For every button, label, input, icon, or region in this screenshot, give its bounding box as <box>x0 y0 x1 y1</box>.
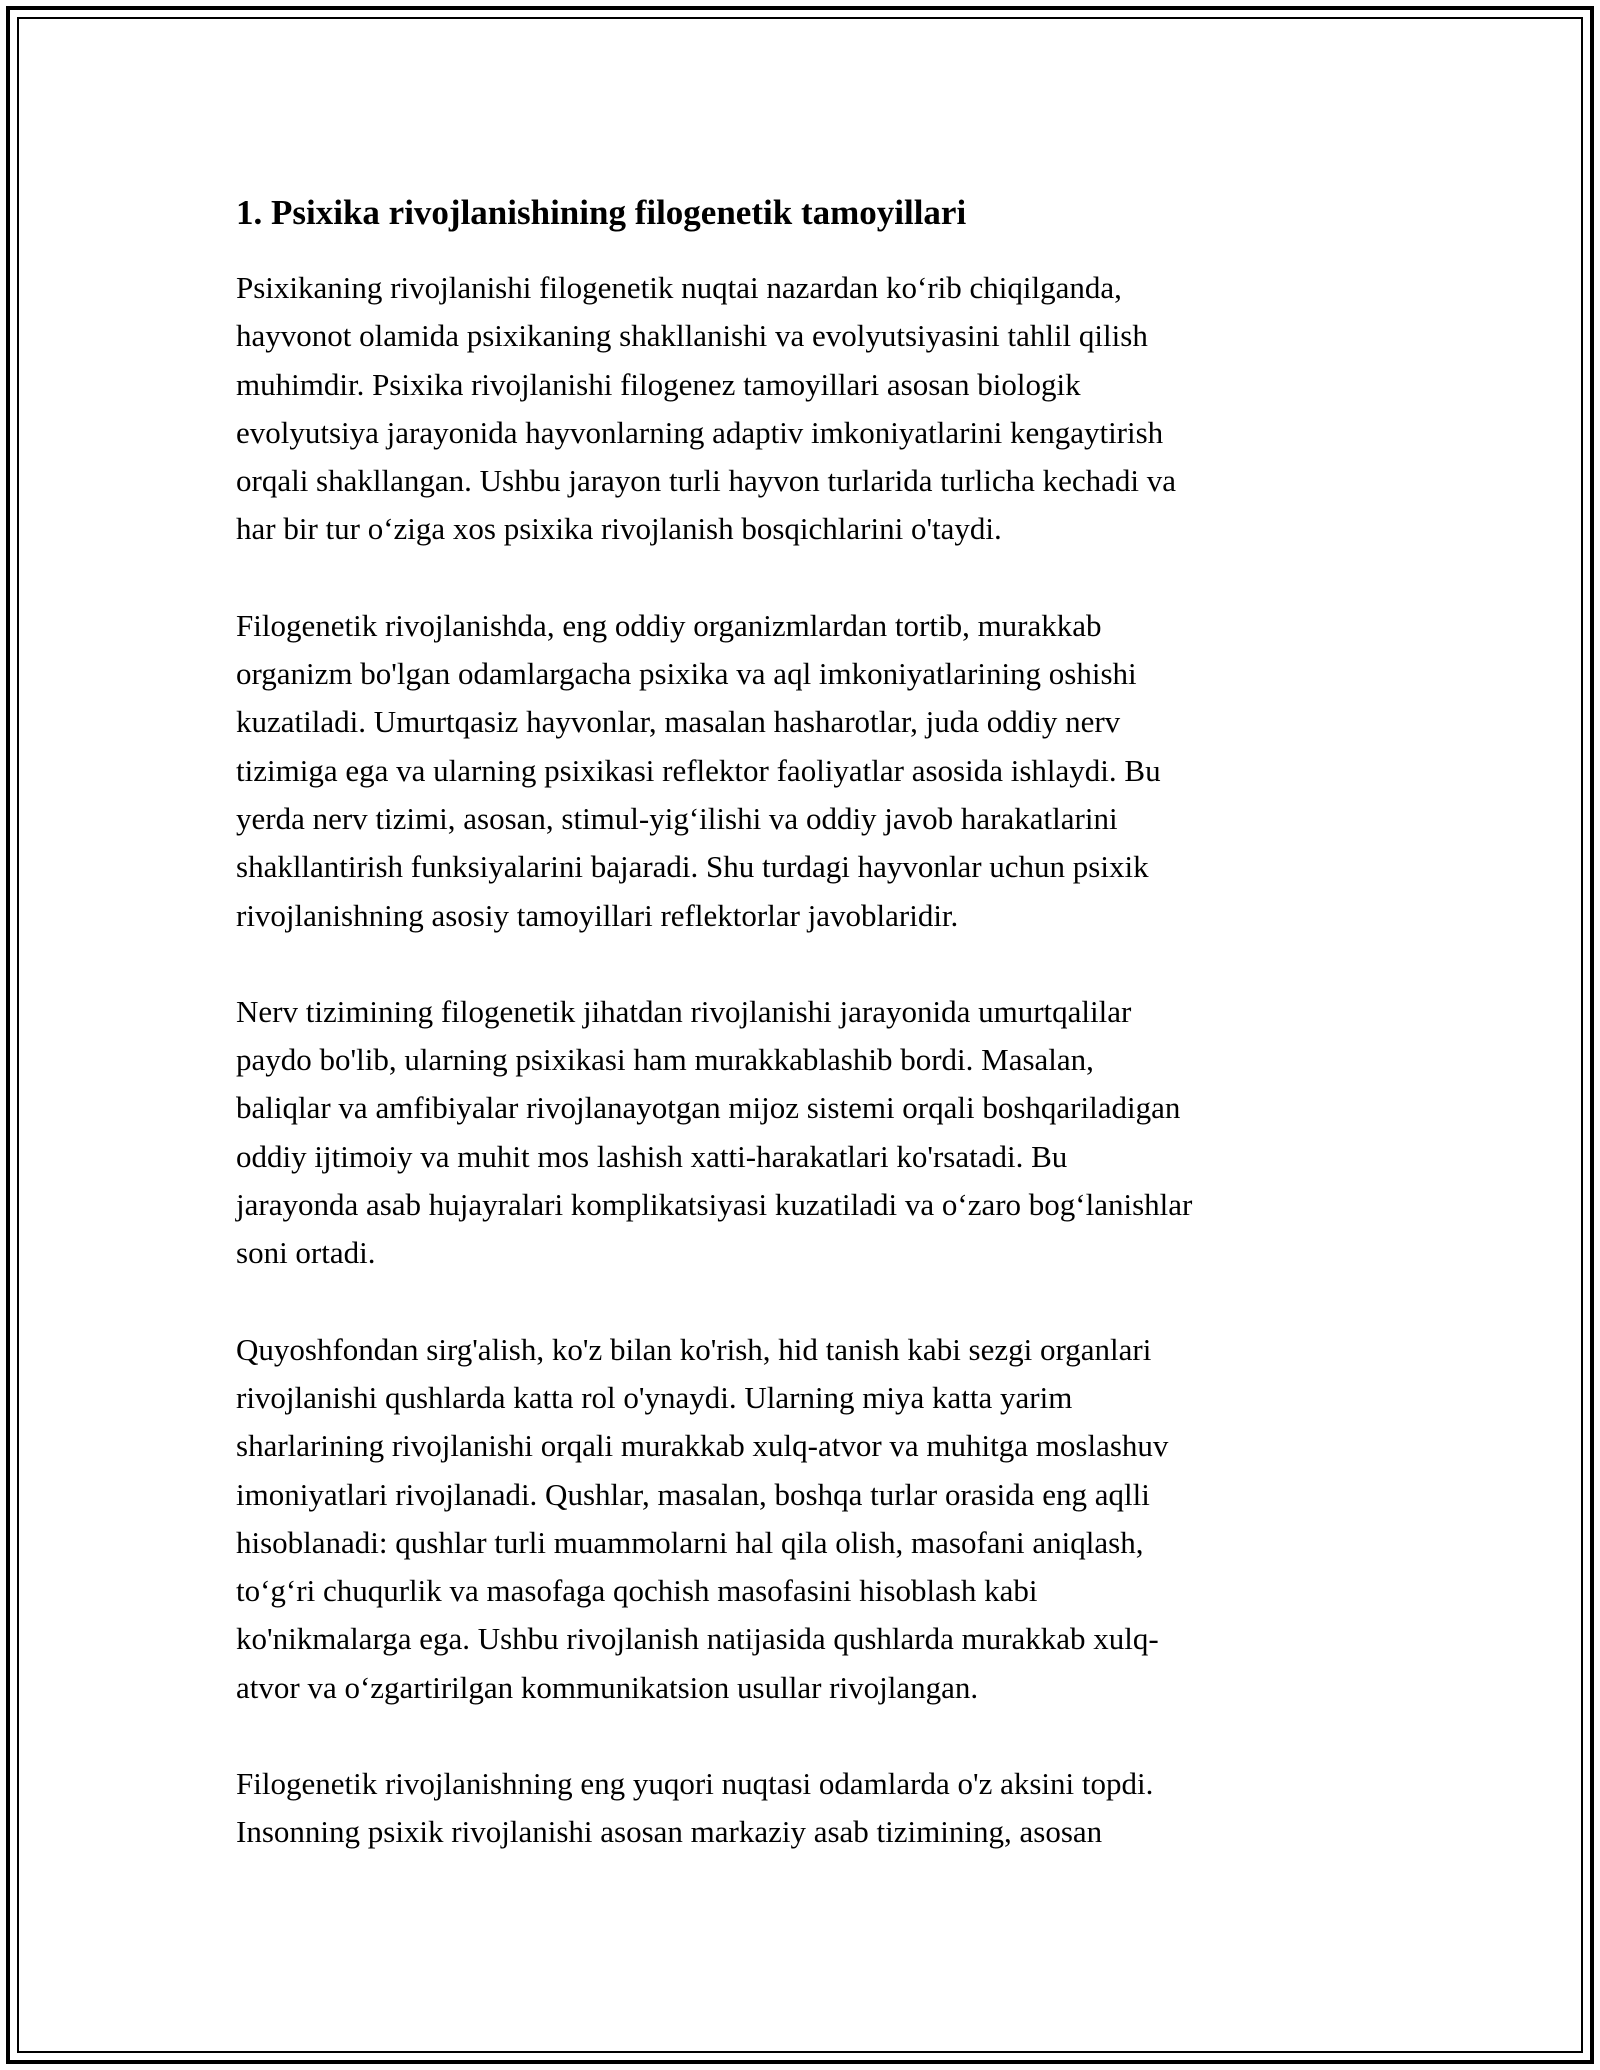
text-line: orqali shakllangan. Ushbu jarayon turli hayvon turlarida turlicha kechadi va <box>236 463 1177 499</box>
text-line: soni ortadi. <box>236 1235 376 1271</box>
paragraph-2 <box>236 602 1376 940</box>
text-line: kuzatiladi. Umurtqasiz hayvonlar, masalan hasharotlar, juda oddiy nerv <box>236 704 1121 740</box>
paragraph-5 <box>236 1760 1376 1857</box>
paragraph-3 <box>236 988 1376 1278</box>
paragraph-1 <box>236 264 1376 554</box>
text-line: yerda nerv tizimi, asosan, stimul-yig‘ilishi va oddiy javob harakatlarini <box>236 800 1118 836</box>
text-line: shakllantirish funksiyalarini bajaradi. Shu turdagi hayvonlar uchun psixik <box>236 849 1149 885</box>
text-line: ko'nikmalarga ega. Ushbu rivojlanish natijasida qushlarda murakkab xulq- <box>236 1621 1159 1657</box>
text-line: har bir tur o‘ziga xos psixika rivojlanish bosqichlarini o'taydi. <box>236 511 1002 547</box>
text-line: evolyutsiya jarayonida hayvonlarning adaptiv imkoniyatlarini kengaytirish <box>236 414 1164 450</box>
text-line: Quyoshfondan sirg'alish, ko'z bilan ko'rish, hid tanish kabi sezgi organlari <box>236 1331 1152 1367</box>
text-line: sharlarining rivojlanishi orqali murakkab xulq-atvor va muhitga moslashuv <box>236 1428 1169 1464</box>
text-line: hisoblanadi: qushlar turli muammolarni hal qila olish, masofani aniqlash, <box>236 1524 1144 1560</box>
text-line: atvor va o‘zgartirilgan kommunikatsion usullar rivojlangan. <box>236 1669 979 1705</box>
text-line: tizimiga ega va ularning psixikasi reflektor faoliyatlar asosida ishlaydi. Bu <box>236 752 1161 788</box>
paragraph-4 <box>236 1326 1376 1712</box>
text-line: Filogenetik rivojlanishning eng yuqori nuqtasi odamlarda o'z aksini topdi. <box>236 1766 1154 1802</box>
text-line: Insonning psixik rivojlanishi asosan markaziy asab tizimining, asosan <box>236 1814 1103 1850</box>
section-heading: 1. Psixika rivojlanishining filogenetik tamoyillari <box>236 193 967 232</box>
text-line: Nerv tizimining filogenetik jihatdan rivojlanishi jarayonida umurtqalilar <box>236 993 1132 1029</box>
text-line: imoniyatlari rivojlanadi. Qushlar, masalan, boshqa turlar orasida eng aqlli <box>236 1476 1150 1512</box>
document-body <box>236 188 1376 1905</box>
text-line: to‘g‘ri chuqurlik va masofaga qochish masofasini hisoblash kabi <box>236 1573 1038 1609</box>
text-line: rivojlanishning asosiy tamoyillari reflektorlar javoblaridir. <box>236 897 959 933</box>
text-line: paydo bo'lib, ularning psixikasi ham murakkablashib bordi. Masalan, <box>236 1042 1094 1078</box>
text-line: hayvonot olamida psixikaning shakllanishi va evolyutsiyasini tahlil qilish <box>236 318 1148 354</box>
text-line: rivojlanishi qushlarda katta rol o'ynaydi. Ularning miya katta yarim <box>236 1379 1073 1415</box>
text-line: oddiy ijtimoiy va muhit mos lashish xatti-harakatlari ko'rsatadi. Bu <box>236 1138 1068 1174</box>
text-line: muhimdir. Psixika rivojlanishi filogenez tamoyillari asosan biologik <box>236 366 1081 402</box>
text-line: organizm bo'lgan odamlargacha psixika va aql imkoniyatlarining oshishi <box>236 656 1137 692</box>
text-line: Psixikaning rivojlanishi filogenetik nuqtai nazardan ko‘rib chiqilganda, <box>236 270 1122 305</box>
text-line: Filogenetik rivojlanishda, eng oddiy organizmlardan tortib, murakkab <box>236 607 1102 643</box>
text-line: jarayonda asab hujayralari komplikatsiyasi kuzatiladi va o‘zaro bog‘lanishlar <box>236 1187 1193 1223</box>
text-line: baliqlar va amfibiyalar rivojlanayotgan mijoz sistemi orqali boshqariladigan <box>236 1090 1181 1126</box>
